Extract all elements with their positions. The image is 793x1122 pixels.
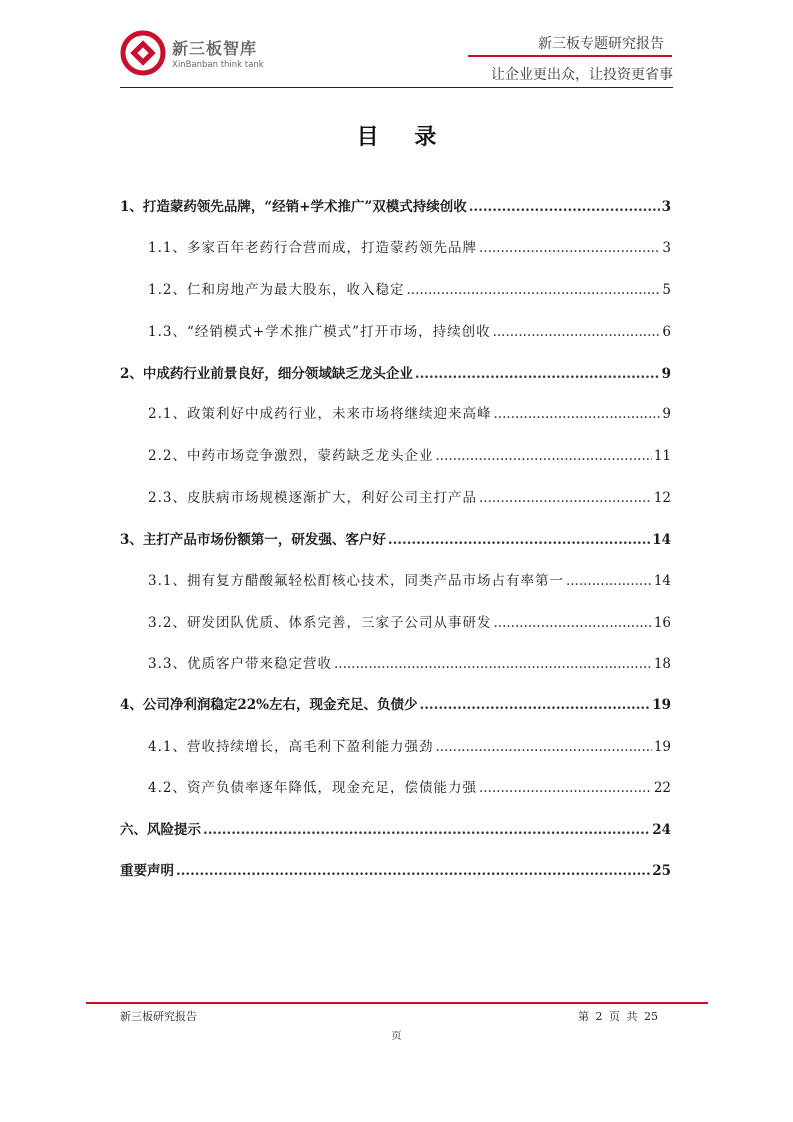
toc-entry-title: 2、中成药行业前景良好，细分领域缺乏龙头企业 (120, 366, 413, 382)
toc-entry-title: 3.3、优质客户带来稳定营收 (148, 656, 332, 672)
toc-entry-title: 3.2、研发团队优质、体系完善，三家子公司从事研发 (148, 615, 492, 631)
toc-leader-dots (566, 571, 652, 591)
toc-entry-title: 3.1、拥有复方醋酸氟轻松酊核心技术，同类产品市场占有率第一 (148, 573, 564, 589)
toc-entry[interactable] (120, 654, 671, 674)
toc-leader-dots (435, 446, 651, 466)
toc-entry[interactable] (120, 613, 671, 633)
toc-entry-title: 4、公司净利润稳定22%左右，现金充足、负债少 (120, 697, 418, 713)
page-header (0, 0, 793, 100)
toc-entry[interactable] (120, 571, 671, 591)
toc-entry[interactable] (120, 820, 671, 840)
toc-entry-title: 1.3、“经销模式+学术推广模式”打开市场，持续创收 (148, 324, 491, 340)
toc-leader-dots (203, 820, 650, 840)
toc-entry-title: 重要声明 (120, 863, 174, 879)
toc-entry-title: 2.2、中药市场竞争激烈，蒙药缺乏龙头企业 (148, 448, 434, 464)
logo (120, 30, 280, 80)
toc-entry-page: 19 (653, 739, 671, 755)
toc-entry[interactable] (120, 695, 671, 715)
toc-entry-page: 25 (652, 863, 671, 879)
toc-entry-title: 4.2、资产负债率逐年降低，现金充足，偿债能力强 (148, 780, 477, 796)
toc-entry-page: 14 (652, 532, 671, 548)
toc-entry-title: 1.1、多家百年老药行合营而成，打造蒙药领先品牌 (148, 240, 477, 256)
page-number: 第 2 页 共 25 (578, 1010, 658, 1023)
toc-leader-dots (493, 322, 661, 342)
toc-entry-page: 9 (662, 406, 671, 422)
toc-entry-title: 六、风险提示 (120, 822, 201, 838)
toc-leader-dots (420, 695, 651, 715)
toc-leader-dots (479, 238, 660, 258)
toc-entry-title: 1、打造蒙药领先品牌，“经销+学术推广”双模式持续创收 (120, 199, 467, 215)
toc-leader-dots (469, 197, 660, 217)
footer-divider (86, 1002, 708, 1004)
toc-leader-dots (493, 404, 660, 424)
toc-entry-title: 4.1、营收持续增长，高毛利下盈利能力强劲 (148, 739, 434, 755)
toc-leader-dots (176, 861, 650, 881)
toc-leader-dots (334, 654, 652, 674)
toc-entry[interactable] (120, 280, 671, 300)
toc-entry-page: 22 (653, 780, 671, 796)
page-number-suffix: 页 (391, 1031, 402, 1042)
header-slogan: 让企业更出众，让投资更省事 (491, 67, 673, 83)
toc-entry[interactable] (120, 238, 671, 258)
toc-entry-page: 19 (652, 697, 671, 713)
toc-entry[interactable] (120, 197, 671, 217)
logo-name-english: XinBanban think tank (172, 60, 264, 70)
toc-entry-page: 3 (661, 199, 671, 215)
toc-leader-dots (415, 364, 660, 384)
toc-entry[interactable] (120, 861, 671, 881)
toc-entry-page: 14 (653, 573, 671, 589)
toc-entry-page: 9 (661, 366, 671, 382)
toc-entry[interactable] (120, 364, 671, 384)
toc-entry-page: 24 (652, 822, 671, 838)
toc-entry-page: 11 (653, 448, 671, 464)
toc-entry-page: 12 (653, 490, 671, 506)
header-accent-line (468, 55, 672, 57)
toc-entry-title: 3、主打产品市场份额第一，研发强、客户好 (120, 532, 386, 548)
header-divider (120, 87, 673, 88)
logo-name: 新三板智库 (172, 39, 258, 58)
toc-leader-dots (435, 737, 651, 757)
toc-leader-dots (388, 530, 650, 550)
toc-entry-title: 2.1、政策利好中成药行业，未来市场将继续迎来高峰 (148, 406, 492, 422)
toc-entry[interactable] (120, 322, 671, 342)
toc-entry[interactable] (120, 737, 671, 757)
toc-entry-page: 6 (662, 324, 671, 340)
toc-entry[interactable] (120, 404, 671, 424)
toc-entry[interactable] (120, 446, 671, 466)
report-title: 新三板专题研究报告 (538, 36, 664, 52)
toc-leader-dots (479, 778, 652, 798)
toc-entry[interactable] (120, 530, 671, 550)
toc-entry-title: 1.2、仁和房地产为最大股东，收入稳定 (148, 282, 405, 298)
footer-report-name: 新三板研究报告 (120, 1010, 197, 1023)
toc-leader-dots (479, 488, 652, 508)
toc-leader-dots (493, 613, 651, 633)
toc-entry-title: 2.3、皮肤病市场规模逐渐扩大，利好公司主打产品 (148, 490, 477, 506)
toc-title: 目 录 (356, 124, 451, 150)
toc-entry-page: 5 (662, 282, 671, 298)
toc-entry-page: 16 (653, 615, 671, 631)
logo-mark-icon (120, 30, 166, 76)
toc-leader-dots (406, 280, 660, 300)
toc-entry-page: 18 (653, 656, 671, 672)
toc-entry[interactable] (120, 778, 671, 798)
toc-entry-page: 3 (662, 240, 671, 256)
toc-entry[interactable] (120, 488, 671, 508)
